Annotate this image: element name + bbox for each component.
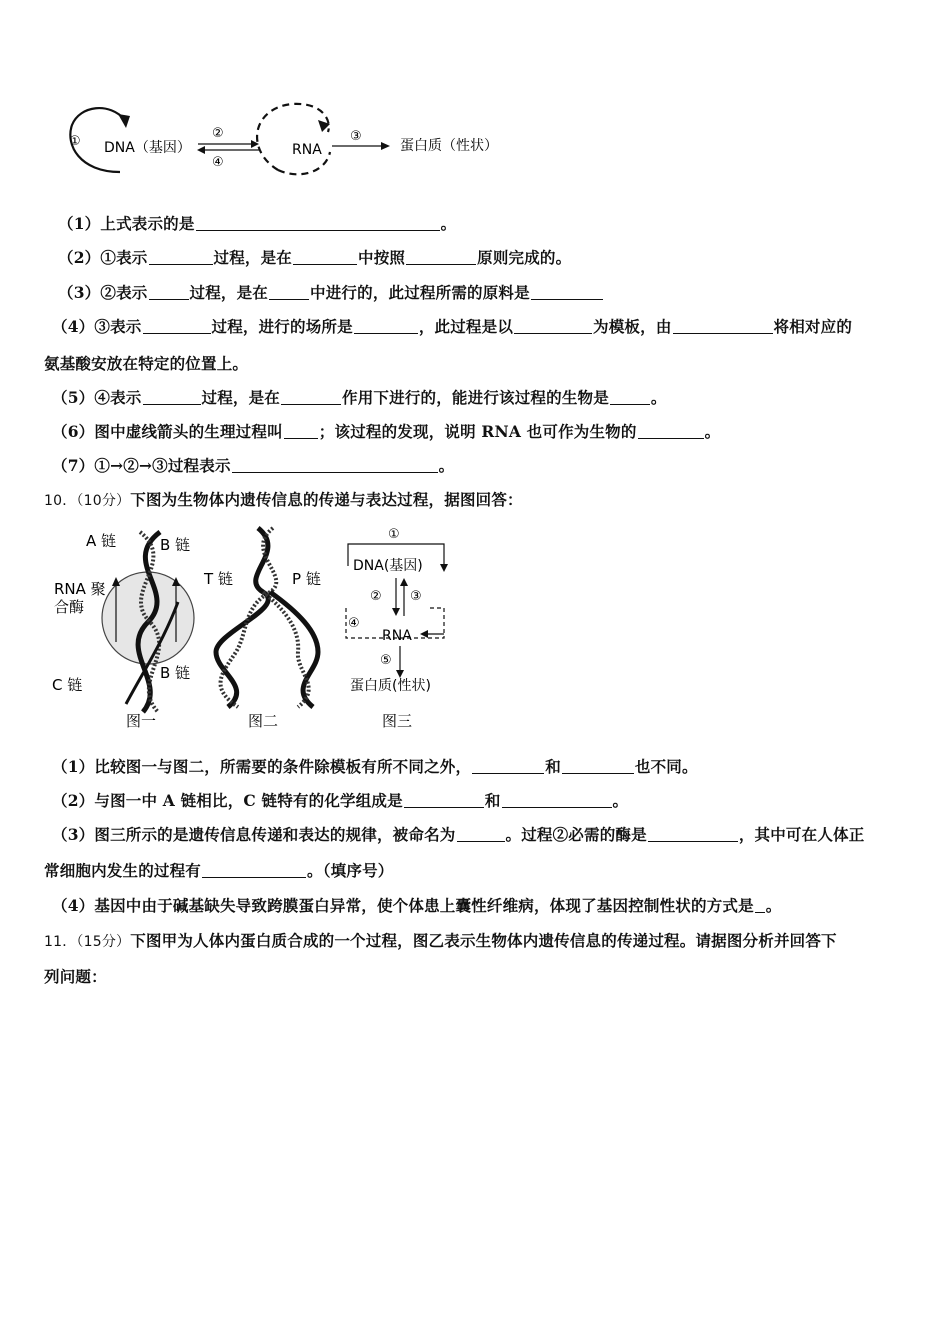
answer-blank[interactable]: [269, 284, 309, 301]
answer-blank[interactable]: [293, 249, 357, 266]
q9-sub6: （6）图中虚线箭头的生理过程叫 ；该过程的发现，说明 RNA 也可作为生物的 。: [52, 422, 721, 441]
c-chain-label: C 链: [52, 676, 83, 694]
answer-blank[interactable]: [202, 862, 306, 879]
a-chain-label: A 链: [86, 532, 117, 550]
figure-3-caption: 图三: [382, 712, 413, 730]
answer-blank[interactable]: [514, 318, 592, 335]
p-chain-label: P 链: [292, 570, 321, 588]
answer-blank[interactable]: [354, 318, 418, 335]
figure-1-caption: 图一: [126, 712, 157, 730]
q10-stem: 10．（10分）下图为生物体内遗传信息的传递与表达过程，据图回答：: [44, 490, 523, 509]
replication-arrowhead: [118, 114, 130, 128]
answer-blank[interactable]: [610, 389, 650, 406]
t-chain-label: T 链: [204, 570, 233, 588]
answer-blank[interactable]: [406, 249, 476, 266]
q9-sub4-cont: 氨基酸安放在特定的位置上。: [44, 354, 249, 373]
answer-blank[interactable]: [143, 318, 211, 335]
fig3-dna-label: DNA(基因): [353, 558, 423, 574]
answer-blank[interactable]: [232, 457, 438, 474]
marker-2: ②: [212, 126, 224, 141]
answer-blank[interactable]: [673, 318, 773, 335]
q9-sub7: （7）①→②→③过程表示 。: [52, 456, 455, 475]
figure-2-replication: [203, 528, 321, 730]
answer-blank[interactable]: [281, 389, 341, 406]
answer-blank[interactable]: [502, 792, 612, 809]
fig3-marker-5: ⑤: [380, 653, 392, 668]
rna-replication-dashed-loop: [257, 104, 329, 170]
translation-arrowhead: [381, 142, 390, 150]
figure-2-caption: 图二: [248, 712, 279, 730]
answer-blank[interactable]: [562, 758, 634, 775]
b-chain-top-label: B 链: [160, 536, 191, 554]
answer-blank[interactable]: [472, 758, 544, 775]
protein-label: 蛋白质（性状）: [400, 138, 498, 154]
q9-sub5: （5）④表示 过程，是在 作用下进行的，能进行该过程的生物是 。: [52, 388, 667, 407]
q11-stem-cont: 列问题：: [44, 967, 107, 986]
rna-polymerase-label-2: 合酶: [54, 598, 85, 616]
answer-blank[interactable]: [196, 215, 440, 232]
q11-stem: 11．（15分）下图甲为人体内蛋白质合成的一个过程，图乙表示生物体内遗传信息的传递过程。请据图分析并回答下: [44, 931, 837, 950]
q10-sub2: （2）与图一中 A 链相比，C 链特有的化学组成是 和 。: [52, 791, 629, 810]
marker-4: ④: [212, 155, 224, 170]
q10-figures: [48, 522, 468, 734]
marker-1: ①: [69, 134, 81, 149]
q9-sub3: （3）②表示 过程，是在 中进行的，此过程所需的原料是: [58, 281, 604, 303]
marker-3: ③: [350, 129, 362, 144]
rna-label: RNA: [292, 142, 322, 158]
answer-blank[interactable]: [143, 389, 201, 406]
q10-sub1: （1）比较图一与图二，所需要的条件除模板有所不同之外， 和 也不同。: [52, 757, 698, 776]
q10-sub3-cont: 常细胞内发生的过程有 。（填序号）: [44, 861, 394, 880]
q10-sub3: （3）图三所示的是遗传信息传递和表达的规律，被命名为 。过程②必需的酶是 ，其中可在人体正: [52, 825, 865, 844]
rna-polymerase-label-1: RNA 聚: [54, 580, 106, 598]
answer-blank[interactable]: [404, 792, 484, 809]
answer-blank[interactable]: [755, 897, 765, 914]
q10-sub4: （4）基因中由于碱基缺失导致跨膜蛋白异常，使个体患上囊性纤维病，体现了基因控制性状的方式是 。: [52, 896, 782, 915]
b-chain-bottom-label: B 链: [160, 664, 191, 682]
fig3-rna-label: RNA: [382, 628, 412, 644]
dna-gene-label: DNA（基因）: [104, 140, 191, 156]
answer-blank[interactable]: [648, 826, 738, 843]
central-dogma-diagram: [60, 100, 520, 180]
figure-3-central-dogma: [346, 527, 448, 730]
answer-blank[interactable]: [284, 423, 318, 440]
q9-sub2: （2）①表示 过程，是在 中按照 原则完成的。: [58, 248, 572, 267]
answer-blank[interactable]: [149, 284, 189, 301]
fig3-marker-1: ①: [388, 527, 400, 542]
reverse-transcription-arrowhead: [197, 146, 205, 154]
answer-blank[interactable]: [457, 826, 505, 843]
answer-blank[interactable]: [531, 284, 603, 301]
q9-sub1: （1）上式表示的是 。: [58, 214, 457, 233]
answer-blank[interactable]: [149, 249, 213, 266]
figure-1-transcription: [52, 532, 194, 730]
fig3-protein-label: 蛋白质(性状): [350, 678, 431, 694]
answer-blank[interactable]: [638, 423, 704, 440]
fig3-marker-3: ③: [410, 589, 422, 604]
fig3-marker-2: ②: [370, 589, 382, 604]
q9-sub4: （4）③表示 过程，进行的场所是 ，此过程是以 为模板，由 将相对应的: [52, 317, 853, 336]
fig3-marker-4: ④: [348, 616, 360, 631]
